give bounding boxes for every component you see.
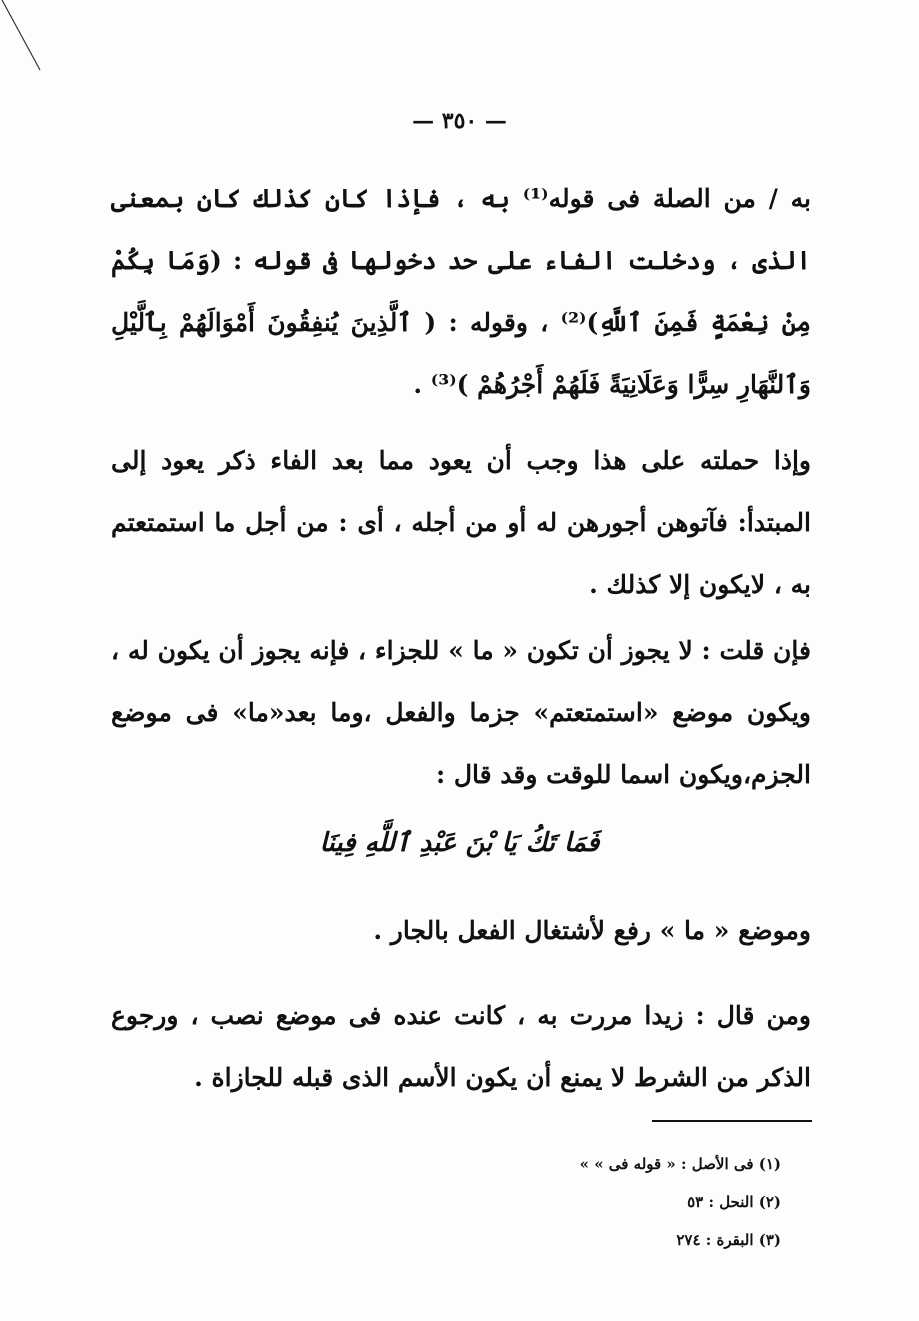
- page-number: — ٣٥٠ —: [412, 108, 507, 134]
- paragraph-2: وإذا حملته على هذا وجب أن يعود مما بعد الفاء ذكر يعود إلى المبتدأ: فآتوهن أجورهن له أو من أجله ، أى : من أجل ما استمتعتم به ، لايكون إلا كذلك .: [111, 446, 811, 599]
- paragraph-3: فإن قلت : لا يجوز أن تكون « ما » للجزاء ، فإنه يجوز أن يكون له ، ويكون موضع «استمتعتم» جزما والفعل ،وما بعد«ما» فى موضع الجزم،ويكون اسما للوقت وقد قال :: [111, 636, 811, 789]
- footnote-separator: [652, 1120, 812, 1122]
- footnotes: [580, 1145, 781, 1259]
- footnote-2: (٢) النحل : ٥٣: [687, 1193, 781, 1211]
- footnote-1: (١) فى الأصل : « قوله فى » »: [579, 1155, 781, 1173]
- paragraph-1: به / من الصلة فى قوله⁽¹⁾ به ، فإذا كان كذلك كان بمعنى الذى ، ودخلت الفاء على حد دخولها فى قوله : (وَمَا بِكُمْ مِنْ نِعْمَةٍ فَمِنَ ٱللَّهِ)⁽²⁾ ، وقوله : ( ٱلَّذِينَ يُنفِقُونَ أَمْوَالَهُمْ بِٱلَّيْلِ وَٱلنَّهَارِ سِرًّا وَعَلَانِيَةً فَلَهُمْ أَجْرُهُمْ )⁽³⁾ .: [111, 184, 812, 399]
- paragraph-4: وموضع « ما » رفع لأشتغال الفعل بالجار .: [373, 916, 811, 945]
- footnote-3: (٣) البقرة : ٢٧٤: [676, 1231, 781, 1249]
- paragraph-5: ومن قال : زيدا مررت به ، كانت عنده فى موضع نصب ، ورجوع الذكر من الشرط لا يمنع أن يكون الأسم الذى قبله للجازاة .: [111, 1001, 811, 1092]
- poetry-verse: فَمَا تَكُ يَا بْنَ عَبْدِ ٱللَّهِ فِينَا: [319, 828, 600, 858]
- scan-corner-mark: [0, 0, 60, 90]
